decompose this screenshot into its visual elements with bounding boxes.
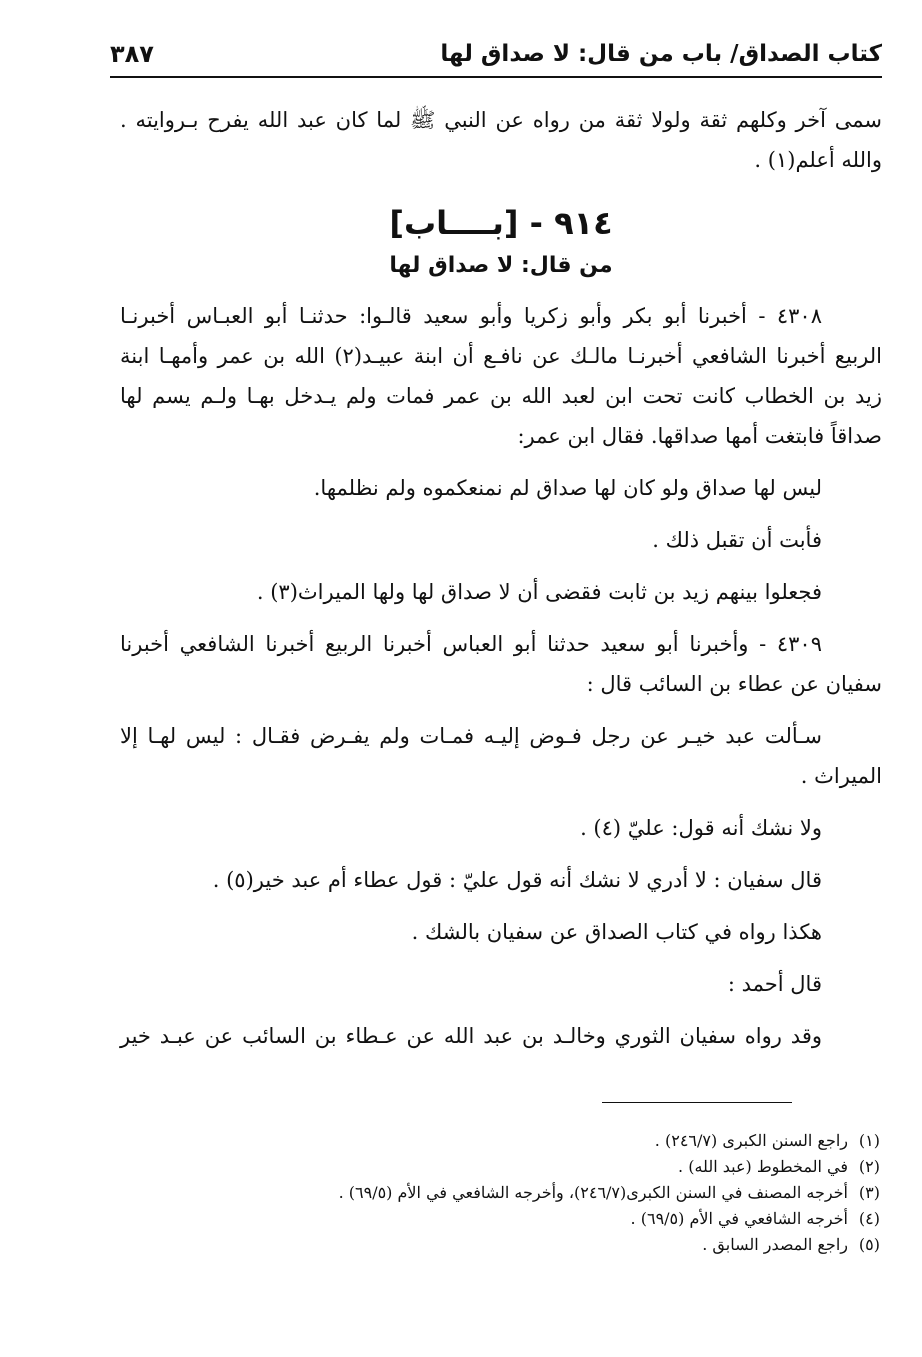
footnote-marker: (٢)	[858, 1157, 880, 1176]
footnote-separator	[602, 1102, 792, 1103]
footnotes	[160, 1128, 880, 1258]
hadith-4308-line-3: زيد بن الخطاب كانت تحت ابن لعبد الله بن عمر فمات ولم يـدخل بهـا ولـم يسم لها	[120, 384, 882, 408]
intro-line-1: سمى آخر وكلهم ثقة ولولا ثقة من رواه عن النبي ﷺ لما كان عبد الله يفرح بـروايته .	[120, 108, 882, 132]
footnote-3	[160, 1180, 880, 1206]
hadith-4309-line-3: سـألت عبد خيـر عن رجل فـوض إليـه فمـات ولم يفـرض فقـال : ليس لهـا إلا	[120, 724, 822, 748]
page-header	[110, 32, 882, 78]
chapter-title: من قال: لا صداق لها	[389, 253, 613, 278]
footnote-text: في المخطوط (عبد الله) .	[678, 1157, 848, 1176]
footnote-5	[160, 1232, 880, 1258]
footnote-1	[160, 1128, 880, 1154]
intro-line-2: والله أعلم(١) .	[754, 148, 882, 172]
footnote-text: أخرجه المصنف في السنن الكبرى(٢٤٦/٧)، وأخرجه الشافعي في الأم (٦٩/٥) .	[338, 1183, 848, 1202]
hadith-4309-line-5: ولا نشك أنه قول: عليّ (٤) .	[580, 816, 822, 840]
hadith-4308-line-4: صداقاً فابتغت أمها صداقها. فقال ابن عمر:	[517, 424, 882, 448]
hadith-4308-quote-1: ليس لها صداق ولو كان لها صداق لم نمنعكموه ولم نظلمها.	[313, 476, 822, 500]
footnote-4	[160, 1206, 880, 1232]
hadith-4309-line-9: وقد رواه سفيان الثوري وخالـد بن عبد الله عن عـطاء بن السائب عن عبـد خير	[120, 1024, 822, 1048]
running-title: كتاب الصداق/ باب من قال: لا صداق لها	[440, 41, 882, 67]
hadith-4308-line-2: الربيع أخبرنا الشافعي أخبرنـا مالـك عن نافـع أن ابنة عبيـد(٢) الله بن عمر وأمهـا ابنة	[120, 344, 882, 368]
footnote-marker: (٣)	[858, 1183, 880, 1202]
hadith-4308-quote-3: فجعلوا بينهم زيد بن ثابت فقضى أن لا صداق لها ولها الميراث(٣) .	[256, 580, 822, 604]
hadith-4309-line-7: هكذا رواه في كتاب الصداق عن سفيان بالشك .	[411, 920, 822, 944]
page-number: ٣٨٧	[110, 40, 154, 68]
footnote-marker: (٥)	[858, 1235, 880, 1254]
footnote-2	[160, 1154, 880, 1180]
hadith-4309-line-2: سفيان عن عطاء بن السائب قال :	[586, 672, 882, 696]
hadith-4309-line-4: الميراث .	[800, 764, 882, 788]
footnote-marker: (٤)	[858, 1209, 880, 1228]
hadith-4309-line-8: قال أحمد :	[727, 972, 822, 996]
footnote-marker: (١)	[858, 1131, 880, 1150]
hadith-4309-line-1: ٤٣٠٩ - وأخبرنا أبو سعيد حدثنا أبو العباس أخبرنا الربيع أخبرنا الشافعي أخبرنا	[120, 632, 822, 656]
chapter-number: ٩١٤ - [بــــاب]	[389, 204, 613, 242]
hadith-4308-quote-2: فأبت أن تقبل ذلك .	[652, 528, 822, 552]
footnote-text: راجع المصدر السابق .	[702, 1235, 848, 1254]
hadith-4308-line-1: ٤٣٠٨ - أخبرنا أبو بكر وأبو زكريا وأبو سعيد قالـوا: حدثنـا أبو العبـاس أخبرنـا	[120, 304, 822, 328]
footnote-text: أخرجه الشافعي في الأم (٦٩/٥) .	[630, 1209, 848, 1228]
main-text	[120, 100, 882, 1056]
hadith-4309-line-6: قال سفيان : لا أدري لا نشك أنه قول عليّ : قول عطاء أم عبد خير(٥) .	[212, 868, 822, 892]
footnote-text: راجع السنن الكبرى (٢٤٦/٧) .	[654, 1131, 848, 1150]
